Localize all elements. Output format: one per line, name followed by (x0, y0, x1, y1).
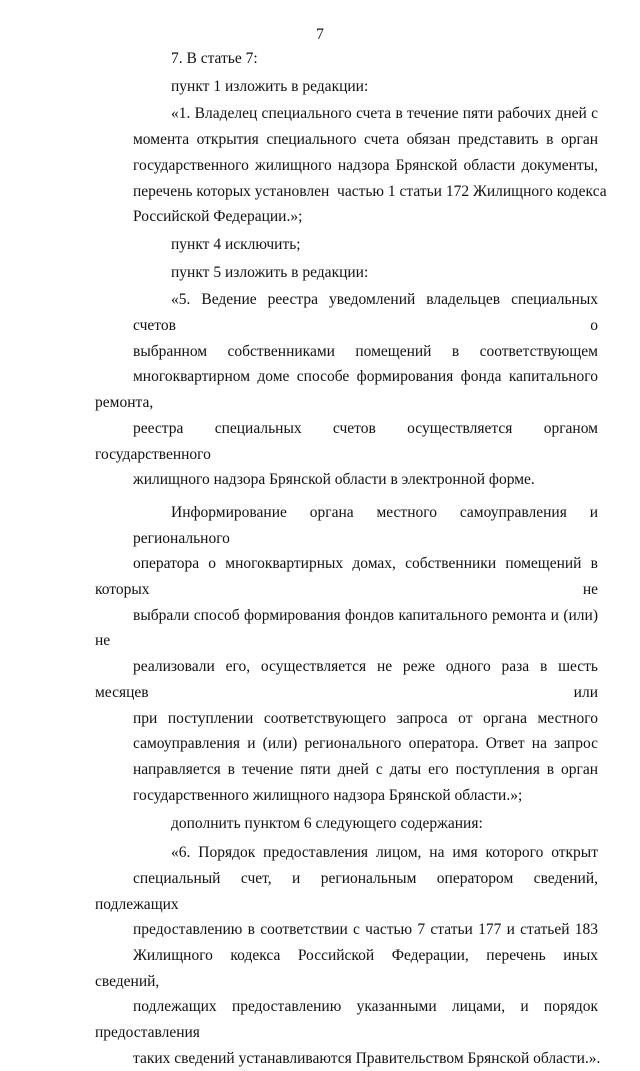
text-line: пункт 5 изложить в редакции: (171, 263, 369, 281)
paragraph-point-1-text (95, 101, 607, 230)
text-line: многоквартирном доме способе формирования фонда капитального ремонта, (95, 368, 598, 412)
text-line: государственного жилищного надзора Брянской области документы, (133, 156, 598, 174)
text-line: реестра специальных счетов осуществляется органом государственного (95, 419, 598, 463)
document-body (95, 46, 607, 1071)
text-line: при поступлении соответствующего запроса от органа местного (133, 709, 598, 727)
text-line: 7. В статье 7: (171, 50, 258, 67)
text-line: специальный счет, и региональным оператором сведений, подлежащих (95, 869, 598, 913)
text-line: оператора о многоквартирных домах, собственники помещений в которых не (95, 555, 598, 599)
paragraph-point-6-intro (95, 811, 598, 837)
text-line: подлежащих предоставлению указанными лицами, и порядок предоставления (95, 998, 598, 1042)
text-line: «6. Порядок предоставления лицом, на имя которого открыт (171, 844, 598, 862)
text-line: пункт 4 исключить; (171, 235, 301, 253)
text-line: Российской Федерации.»; (133, 208, 303, 226)
text-line: предоставлению в соответствии с частью 7 статьи 177 и статьей 183 (133, 921, 598, 939)
paragraph-point-4 (95, 232, 598, 258)
text-line: момента открытия специального счета обязан представить в орган (133, 131, 598, 149)
text-line: Информирование органа местного самоуправления и регионального (133, 503, 598, 547)
text-line: дополнить пунктом 6 следующего содержания: (171, 815, 483, 833)
text-line: «5. Ведение реестра уведомлений владельцев специальных счетов о (133, 291, 598, 335)
text-line: самоуправления и (или) регионального оператора. Ответ на запрос (133, 735, 598, 753)
text-line: выбрали способ формирования фондов капитального ремонта и (или) не (95, 606, 598, 650)
paragraph-point-1-intro (95, 74, 598, 100)
text-line: выбранном собственниками помещений в соответствующем (133, 342, 598, 360)
text-line: Жилищного кодекса Российской Федерации, перечень иных сведений, (95, 946, 598, 990)
text-line: перечень которых установлен частью 1 статьи 172 Жилищного кодекса (133, 182, 607, 200)
text-line: государственного жилищного надзора Брянской области.»; (133, 786, 523, 804)
paragraph-point-5-text (95, 287, 598, 493)
text-line: направляется в течение пяти дней с даты его поступления в орган (133, 760, 598, 778)
text-line: таких сведений устанавливаются Правительством Брянской области.». (133, 1049, 601, 1067)
paragraph-informing (95, 500, 598, 808)
text-line: пункт 1 изложить в редакции: (171, 77, 369, 95)
text-line: жилищного надзора Брянской области в электронной форме. (133, 471, 535, 489)
paragraph-point-6-text (95, 840, 601, 1071)
paragraph-point-5-intro (95, 260, 598, 286)
page-number: 7 (316, 26, 324, 43)
paragraph-article-7-heading (95, 46, 598, 72)
text-line: реализовали его, осуществляется не реже одного раза в шесть месяцев или (95, 658, 598, 701)
text-line: «1. Владелец специального счета в течение пяти рабочих дней с (171, 105, 598, 123)
